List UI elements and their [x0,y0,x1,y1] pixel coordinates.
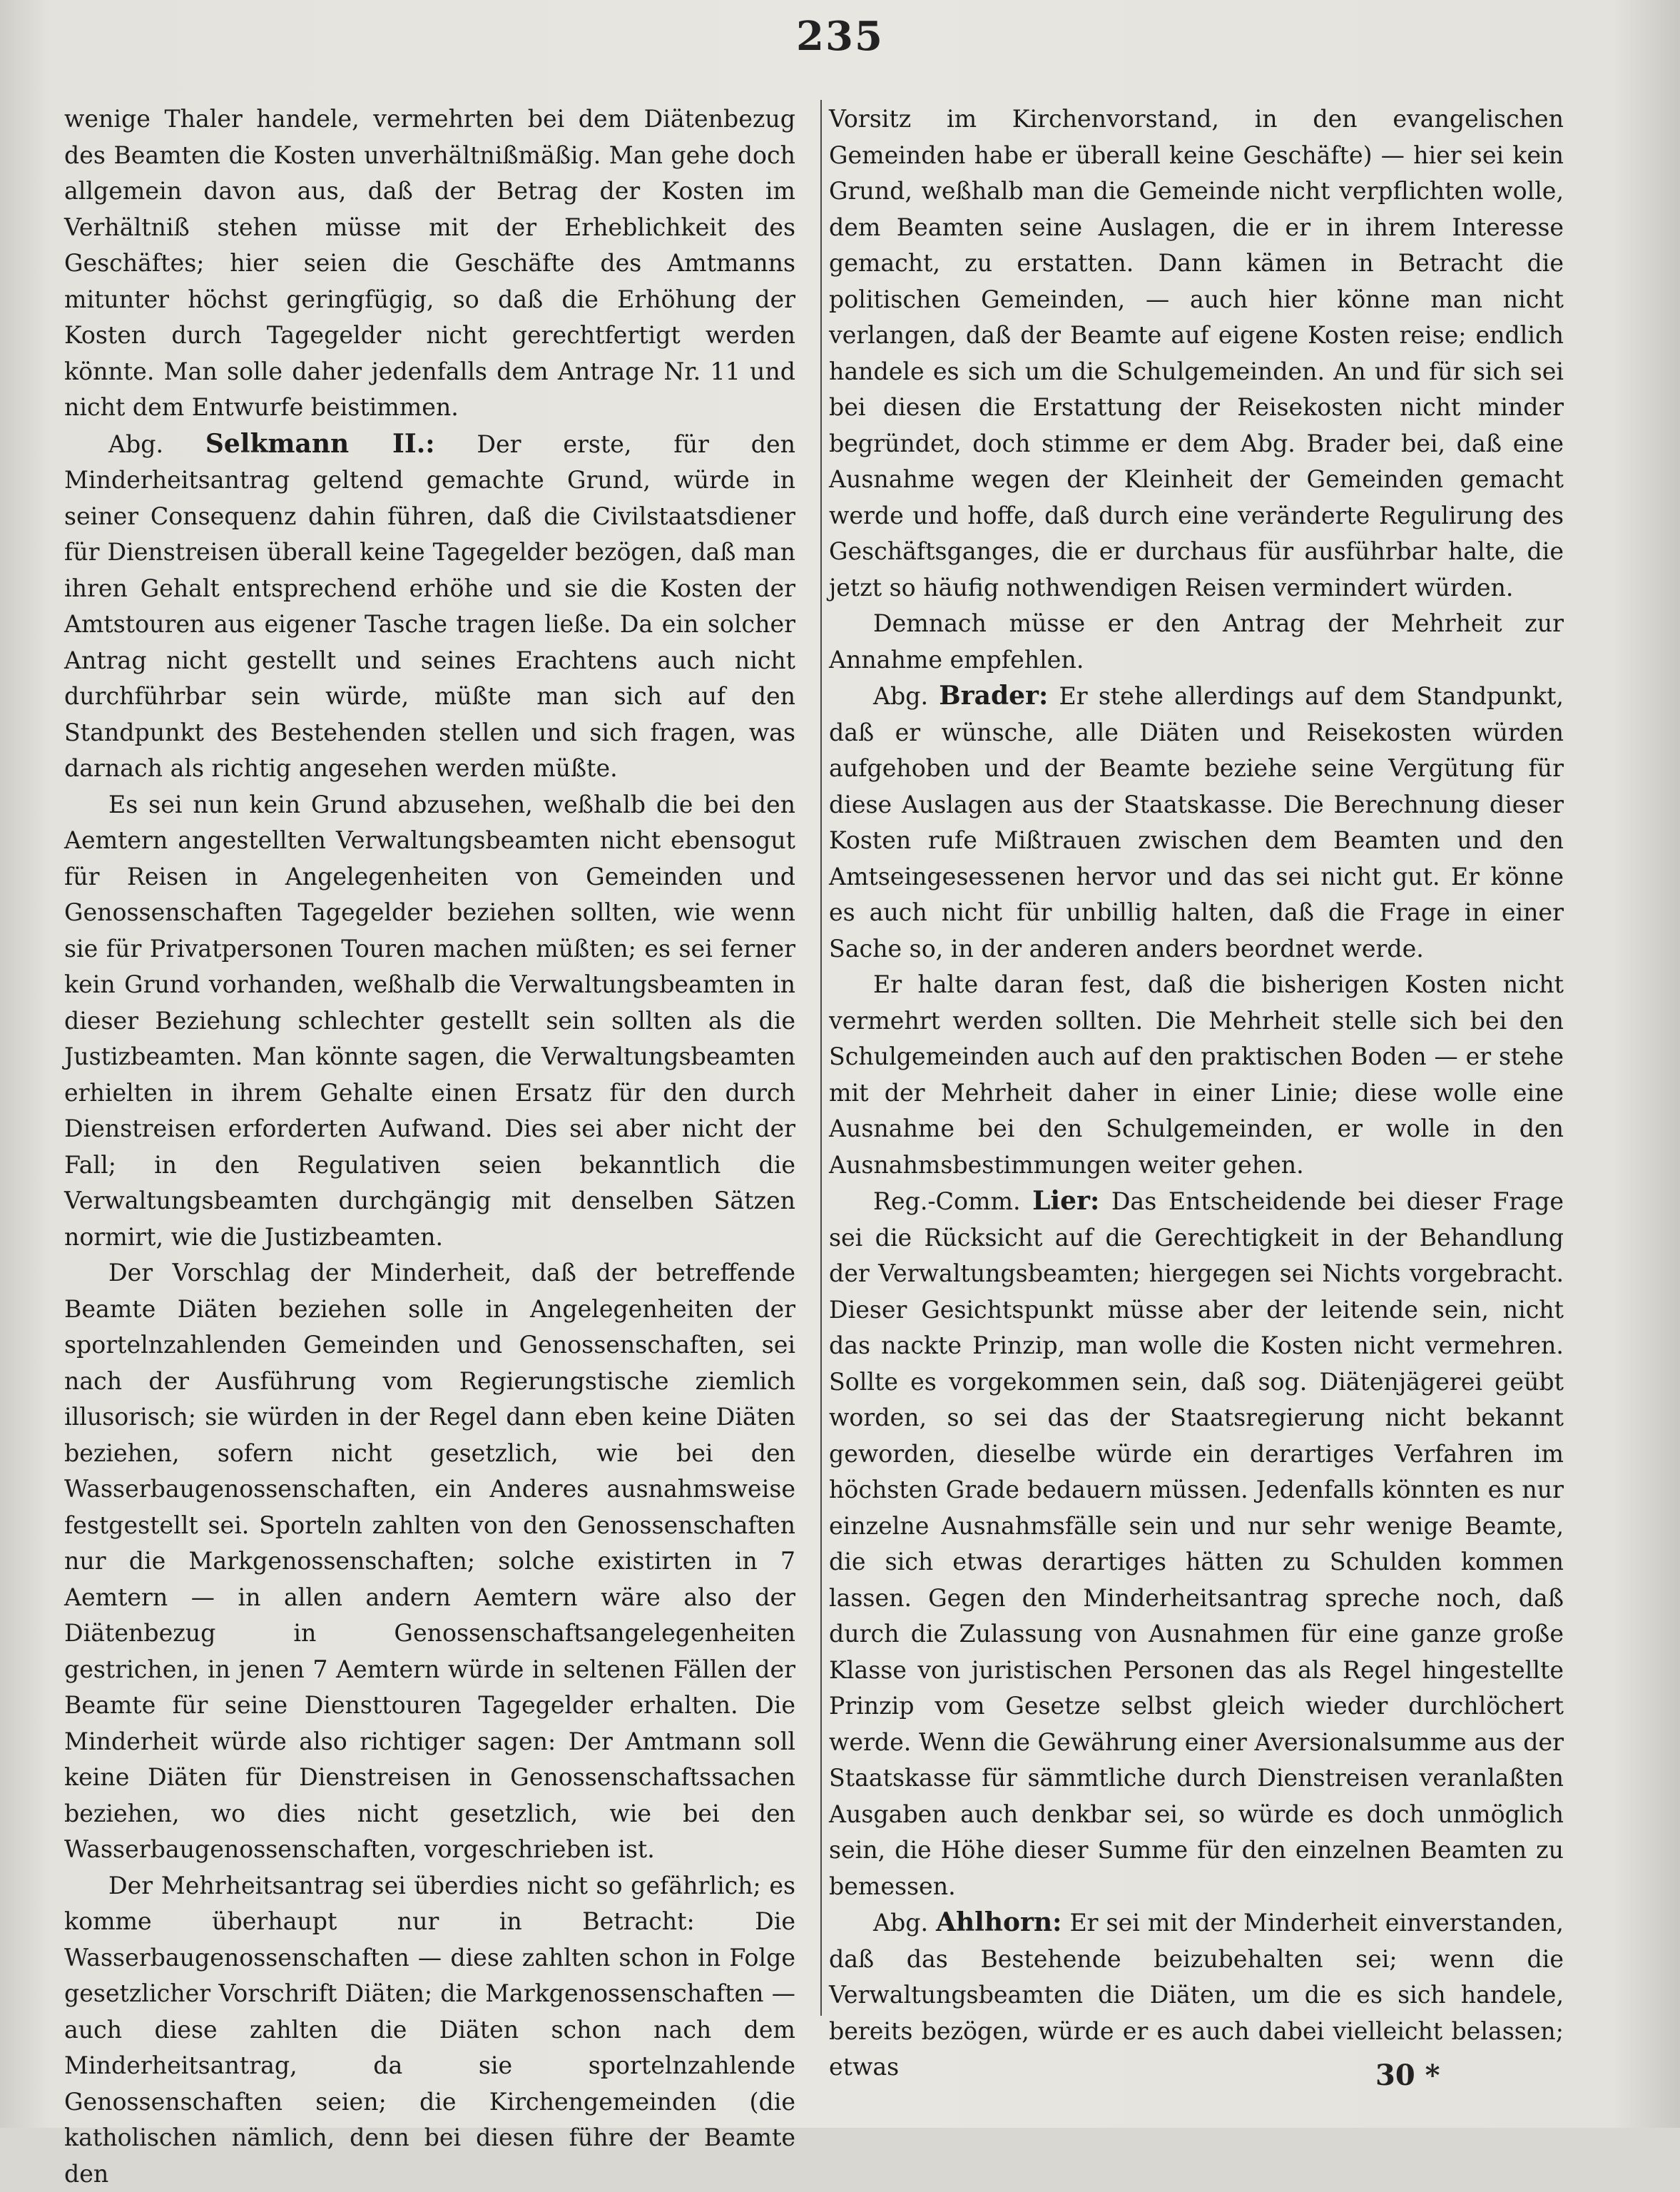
page-number: 235 [0,13,1680,60]
speaker-prefix: Abg. [108,430,163,458]
paragraph: Es sei nun kein Grund abzusehen, weßhalb die bei den Aemtern angestellten Verwaltungsbeamten nicht ebensogut für Reisen in Angelegenheiten von Gemeinden und Genossenschaften Tagegelder beziehen sollten, wie wenn sie für Privatpersonen Touren machen müßten; es sei ferner kein Grund vorhanden, weßhalb die Verwaltungsbeamten in dieser Beziehung schlechter gestellt sein sollten als die Justizbeamten. Man könnte sagen, die Verwaltungsbeamten erhielten in ihrem Gehalte einen Ersatz für den durch Dienstreisen erforderten Aufwand. Dies sei aber nicht der Fall; in den Regulativen seien bekanntlich die Verwaltungsbeamten durchgängig mit denselben Sätzen normirt, wie die Justizbeamten. [64,787,795,1256]
paragraph: Vorsitz im Kirchenvorstand, in den evangelischen Gemeinden habe er überall keine Geschäfte) — hier sei kein Grund, weßhalb man die Gemeinde nicht verpflichten wolle, dem Beamten seine Auslagen, die er in ihrem Interesse gemacht, zu erstatten. Dann kämen in Betracht die politischen Gemeinden, — auch hier könne man nicht verlangen, daß der Beamte auf eigene Kosten reise; endlich handele es sich um die Schulgemeinden. An und für sich sei bei diesen die Erstattung der Reisekosten nicht minder begründet, doch stimme er dem Abg. Brader bei, daß eine Ausnahme wegen der Kleinheit der Gemeinden gemacht werde und hoffe, daß durch eine veränderte Regulirung des Geschäftsganges, die er durchaus für ausführbar halte, die jetzt so häufig nothwendigen Reisen vermindert würden. [829,101,1564,606]
right-column [829,101,1564,2086]
speaker-name: Lier: [1032,1186,1099,1216]
paragraph: Der Vorschlag der Minderheit, daß der betreffende Beamte Diäten beziehen solle in Angelegenheiten der sportelnzahlenden Gemeinden und Genossenschaften, sei nach der Ausführung vom Regierungstische ziemlich illusorisch; sie würden in der Regel dann eben keine Diäten beziehen, sofern nicht gesetzlich, wie bei den Wasserbaugenossenschaften, ein Anderes ausnahmsweise festgestellt sei. Sporteln zahlten von den Genossenschaften nur die Markgenossenschaften; solche existirten in 7 Aemtern — in allen andern Aemtern wäre also der Diätenbezug in Genossenschaftsangelegenheiten gestrichen, in jenen 7 Aemtern würde in seltenen Fällen der Beamte für seine Diensttouren Tagegelder erhalten. Die Minderheit würde also richtiger sagen: Der Amtmann soll keine Diäten für Dienstreisen in Genossenschaftssachen beziehen, wo dies nicht gesetzlich, wie bei den Wasserbaugenossenschaften, vorgeschrieben ist. [64,1255,795,1868]
speaker-name: Brader: [939,681,1048,711]
speech-paragraph: Reg.-Comm. Lier: Das Entscheidende bei dieser Frage sei die Rücksicht auf die Gerechtigkeit in der Behandlung der Verwaltungsbeamten; hiergegen sei Nichts vorgebracht. Dieser Gesichtspunkt müsse aber der leitende sein, nicht das nackte Prinzip, man wolle die Kosten nicht vermehren. Sollte es vorgekommen sein, daß sog. Diätenjägerei geübt worden, so sei das der Staatsregierung nicht bekannt geworden, dieselbe würde ein derartiges Verfahren im höchsten Grade bedauern müssen. Jedenfalls könnten es nur einzelne Ausnahmsfälle sein und nur sehr wenige Beamte, die sich etwas derartiges hätten zu Schulden kommen lassen. Gegen den Minderheitsantrag spreche noch, daß durch die Zulassung von Ausnahmen für eine ganze große Klasse von juristischen Personen das als Regel hingestellte Prinzip vom Gesetze selbst gleich wieder durchlöchert werde. Wenn die Gewährung einer Aversionalsumme aus der Staatskasse für sämmtliche durch Dienstreisen veranlaßten Ausgaben auch denkbar sei, so würde es doch unmöglich sein, die Höhe dieser Summe für den einzelnen Beamten zu bemessen. [829,1183,1564,1904]
speaker-name: Ahlhorn: [936,1907,1062,1937]
paragraph: Der Mehrheitsantrag sei überdies nicht so gefährlich; es komme überhaupt nur in Betracht: Die Wasserbaugenossenschaften — diese zahlten schon in Folge gesetzlicher Vorschrift Diäten; die Markgenossenschaften — auch diese zahlten die Diäten schon nach dem Minderheitsantrag, da sie sportelnzahlende Genossenschaften seien; die Kirchengemeinden (die katholischen nämlich, denn bei diesen führe der Beamte den [64,1868,795,2192]
speech-paragraph: Abg. Ahlhorn: Er sei mit der Minderheit einverstanden, daß das Bestehende beizubehalten sei; wenn die Verwaltungsbeamten die Diäten, um die es sich handele, bereits bezögen, würde er es auch dabei vielleicht belassen; etwas [829,1904,1564,2086]
paragraph: wenige Thaler handele, vermehrten bei dem Diätenbezug des Beamten die Kosten unverhältnißmäßig. Man gehe doch allgemein davon aus, daß der Betrag der Kosten im Verhältniß stehen müsse mit der Erheblichkeit des Geschäftes; hier seien die Geschäfte des Amtmanns mitunter höchst geringfügig, so daß die Erhöhung der Kosten durch Tagegelder nicht gerechtfertigt werden könnte. Man solle daher jedenfalls dem Antrage Nr. 11 und nicht dem Entwurfe beistimmen. [64,101,795,426]
speech-paragraph: Abg. Selkmann II.: Der erste, für den Minderheitsantrag geltend gemachte Grund, würde in seiner Consequenz dahin führen, daß die Civilstaatsdiener für Dienstreisen überall keine Tagegelder bezögen, daß man ihren Gehalt entsprechend erhöhe und sie die Kosten der Amtstouren aus eigener Tasche tragen ließe. Da ein solcher Antrag nicht gestellt und seines Erachtens auch nicht durchführbar sein würde, müßte man sich auf den Standpunkt des Bestehenden stellen und sich fragen, was darnach als richtig angesehen werden müßte. [64,426,795,787]
paragraph: Er halte daran fest, daß die bisherigen Kosten nicht vermehrt werden sollten. Die Mehrheit stelle sich bei den Schulgemeinden auch auf den praktischen Boden — er stehe mit der Mehrheit daher in einer Linie; diese wolle eine Ausnahme bei den Schulgemeinden, er wolle in den Ausnahmsbestimmungen weiter gehen. [829,967,1564,1183]
speaker-prefix: Abg. [873,1909,928,1937]
column-divider [820,100,822,2016]
speech-paragraph: Abg. Brader: Er stehe allerdings auf dem Standpunkt, daß er wünsche, alle Diäten und Reisekosten würden aufgehoben und der Beamte beziehe seine Vergütung für diese Auslagen aus der Staatskasse. Die Berechnung dieser Kosten rufe Mißtrauen zwischen dem Beamten und den Amtseingesessenen hervor und das sei nicht gut. Er könne es auch nicht für unbillig halten, daß die Frage in einer Sache so, in der anderen anders beordnet werde. [829,678,1564,967]
left-column [64,101,795,2192]
speaker-prefix: Reg.-Comm. [873,1187,1021,1215]
paragraph: Demnach müsse er den Antrag der Mehrheit zur Annahme empfehlen. [829,606,1564,678]
speaker-name: Selkmann II.: [205,429,435,459]
speaker-prefix: Abg. [873,682,928,710]
signature-mark: 30 * [1375,2059,1440,2092]
